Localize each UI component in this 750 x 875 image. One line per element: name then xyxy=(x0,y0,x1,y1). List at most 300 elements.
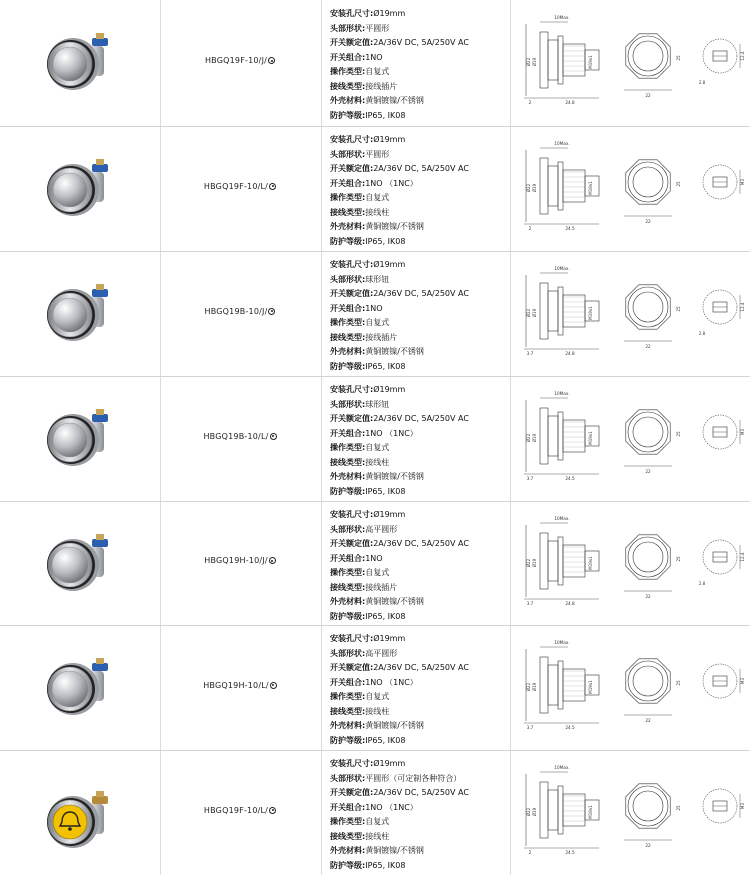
spec-key: 开关额定值: xyxy=(330,414,374,423)
spec-line xyxy=(330,109,469,124)
spec-line xyxy=(330,177,469,192)
yellow-cap xyxy=(53,805,87,839)
spec-value: IP65, IK08 xyxy=(365,860,406,870)
spec-value: 自复式 xyxy=(365,67,390,76)
dimension-width-label: 22 xyxy=(645,594,651,599)
side-view-drawing xyxy=(524,141,599,231)
spec-key: 开关组合: xyxy=(330,303,366,313)
dimension-thread-label: M19x1 xyxy=(588,181,593,195)
spec-value: 球形钮 xyxy=(365,274,390,284)
dimension-left-label: 3.7 xyxy=(526,351,534,356)
spec-line xyxy=(330,331,469,346)
spec-key: 防护等级: xyxy=(330,611,366,621)
dimension-left-label: 3.7 xyxy=(526,725,534,730)
dimension-side-label: 12.4 xyxy=(740,302,745,312)
dimension-width-label: 22 xyxy=(645,219,651,224)
spec-line xyxy=(330,632,469,647)
button-cap xyxy=(53,423,87,457)
spec-value: 1NO xyxy=(365,303,383,313)
dimension-d22-label: Ø22 xyxy=(526,682,531,692)
spec-line xyxy=(330,383,469,398)
dimension-max-label: 10Max. xyxy=(554,516,570,521)
spec-value: Ø19mm xyxy=(373,260,406,269)
spec-value: Ø19mm xyxy=(373,135,406,144)
spec-key: 安装孔尺寸: xyxy=(330,135,374,144)
push-button-switch-image xyxy=(40,14,120,109)
spec-key: 防护等级: xyxy=(330,361,366,371)
spec-key: 开关额定值: xyxy=(330,38,374,47)
dimension-left-label: 2 xyxy=(528,850,532,855)
spec-value: Ø19mm xyxy=(373,385,406,394)
spec-key: 接线类型: xyxy=(330,207,366,217)
spec-line xyxy=(330,844,469,859)
product-row xyxy=(0,750,750,875)
spec-value: 1NO xyxy=(365,52,383,62)
spec-line xyxy=(330,287,469,302)
spec-value: 接线插片 xyxy=(365,81,398,91)
row-divider xyxy=(0,501,750,502)
spec-key: 操作类型: xyxy=(330,568,366,577)
dimension-d19-label: Ø19 xyxy=(532,682,537,692)
push-button-switch-image xyxy=(40,639,120,734)
spec-key: 安装孔尺寸: xyxy=(330,634,374,643)
spec-line xyxy=(330,566,469,581)
spec-value: 1NO （1NC） xyxy=(365,178,418,188)
front-view-drawing xyxy=(624,535,681,599)
product-row xyxy=(0,126,750,251)
spec-line xyxy=(330,470,469,485)
model-number xyxy=(160,56,320,65)
spec-key: 开关组合: xyxy=(330,178,366,188)
spec-line xyxy=(330,690,469,705)
button-cap xyxy=(53,47,87,81)
spec-value: IP65, IK08 xyxy=(365,486,406,496)
model-number-text: HBGQ19H-10/J/ xyxy=(204,556,268,565)
spec-value: 2A/36V DC, 5A/250V AC xyxy=(373,164,469,173)
spec-value: 接线柱 xyxy=(365,457,390,467)
spec-list xyxy=(330,258,469,374)
spec-value: 自复式 xyxy=(365,568,390,577)
spec-line xyxy=(330,427,469,442)
spec-key: 外壳材料: xyxy=(330,721,366,730)
spec-line xyxy=(330,133,469,148)
spec-line xyxy=(330,65,469,80)
spec-key: 防护等级: xyxy=(330,860,366,870)
spec-key: 安装孔尺寸: xyxy=(330,510,374,519)
spec-key: 开关额定值: xyxy=(330,663,374,672)
spec-line xyxy=(330,772,469,787)
spec-key: 开关组合: xyxy=(330,52,366,62)
front-view-drawing xyxy=(624,659,681,723)
spec-value: 自复式 xyxy=(365,692,390,701)
spec-key: 接线类型: xyxy=(330,81,366,91)
dimension-drawing xyxy=(512,136,748,236)
dimension-terminal-label: 2.8 xyxy=(698,80,706,85)
spec-key: 操作类型: xyxy=(330,67,366,76)
spec-key: 外壳材料: xyxy=(330,597,366,606)
spec-key: 安装孔尺寸: xyxy=(330,9,374,18)
spec-line xyxy=(330,595,469,610)
front-view-drawing xyxy=(624,285,681,349)
dimension-width-label: 22 xyxy=(645,469,651,474)
dimension-side-label: M3 xyxy=(740,179,745,185)
model-number xyxy=(160,182,320,191)
spec-line xyxy=(330,552,469,567)
spec-line xyxy=(330,705,469,720)
spec-key: 外壳材料: xyxy=(330,347,366,356)
product-row xyxy=(0,376,750,501)
spec-key: 安装孔尺寸: xyxy=(330,385,374,394)
dimension-d22-label: Ø22 xyxy=(526,558,531,568)
dimension-left-label: 3.7 xyxy=(526,476,534,481)
button-cap xyxy=(52,547,88,583)
dimension-thread-label: M19x1 xyxy=(588,55,593,69)
spec-list xyxy=(330,508,469,624)
led-symbol-icon xyxy=(270,682,277,689)
spec-value: 接线插片 xyxy=(365,582,398,592)
spec-value: 1NO xyxy=(365,553,383,563)
rear-view-drawing xyxy=(703,789,745,823)
spec-line xyxy=(330,581,469,596)
spec-line xyxy=(330,647,469,662)
terminal-pin-icon xyxy=(96,33,104,39)
spec-value: 接线插片 xyxy=(365,332,398,342)
product-photo xyxy=(0,501,160,625)
spec-line xyxy=(330,757,469,772)
row-divider xyxy=(0,251,750,252)
dimension-height-label: 25 xyxy=(676,431,681,437)
spec-list xyxy=(330,757,469,873)
spec-line xyxy=(330,830,469,845)
spec-value: 自复式 xyxy=(365,193,390,202)
terminal-icon xyxy=(92,38,108,46)
dimension-height-label: 25 xyxy=(676,55,681,61)
dimension-length-label: 24.5 xyxy=(565,850,575,855)
side-view-drawing xyxy=(524,15,599,105)
spec-value: Ø19mm xyxy=(373,510,406,519)
product-row xyxy=(0,0,750,126)
dimension-d22-label: Ø22 xyxy=(526,433,531,443)
dimension-max-label: 10Max. xyxy=(554,640,570,645)
spec-line xyxy=(330,537,469,552)
front-view-drawing xyxy=(624,784,681,848)
dimension-d22-label: Ø22 xyxy=(526,183,531,193)
dimension-d22-label: Ø22 xyxy=(526,57,531,67)
dimension-drawings xyxy=(512,760,748,864)
dimension-terminal-label: 2.8 xyxy=(698,581,706,586)
button-cap xyxy=(53,298,87,332)
dimension-side-label: M3 xyxy=(740,429,745,435)
terminal-icon xyxy=(92,663,108,671)
spec-key: 头部形状: xyxy=(330,274,366,284)
spec-key: 操作类型: xyxy=(330,443,366,452)
dimension-length-label: 24.8 xyxy=(565,601,575,606)
spec-value: 黄铜镀镍/不锈钢 xyxy=(365,347,424,356)
terminal-pin-icon xyxy=(96,159,104,165)
spec-key: 开关额定值: xyxy=(330,539,374,548)
row-divider xyxy=(0,750,750,751)
spec-value: 平圆形 xyxy=(365,23,390,33)
spec-key: 接线类型: xyxy=(330,706,366,716)
spec-value: 接线柱 xyxy=(365,831,390,841)
spec-line xyxy=(330,94,469,109)
spec-value: Ø19mm xyxy=(373,9,406,18)
led-symbol-icon xyxy=(268,308,275,315)
dimension-drawing xyxy=(512,760,748,860)
spec-line xyxy=(330,345,469,360)
spec-key: 开关额定值: xyxy=(330,788,374,797)
spec-key: 操作类型: xyxy=(330,193,366,202)
model-number xyxy=(160,681,320,690)
dimension-drawings xyxy=(512,136,748,240)
terminal-icon xyxy=(92,164,108,172)
model-number xyxy=(160,432,320,441)
spec-key: 安装孔尺寸: xyxy=(330,759,374,768)
spec-key: 防护等级: xyxy=(330,486,366,496)
spec-key: 操作类型: xyxy=(330,817,366,826)
dimension-drawings xyxy=(512,386,748,490)
spec-key: 头部形状: xyxy=(330,23,366,33)
dimension-d19-label: Ø19 xyxy=(532,183,537,193)
dimension-thread-label: M19x1 xyxy=(588,306,593,320)
spec-key: 头部形状: xyxy=(330,399,366,409)
spec-line xyxy=(330,148,469,163)
spec-value: 1NO （1NC） xyxy=(365,677,418,687)
dimension-d19-label: Ø19 xyxy=(532,558,537,568)
model-number-text: HBGQ19F-10/L/ xyxy=(203,805,269,815)
rear-view-drawing xyxy=(703,664,745,698)
spec-value: 2A/36V DC, 5A/250V AC xyxy=(373,663,469,672)
dimension-d19-label: Ø19 xyxy=(532,57,537,67)
dimension-max-label: 10Max. xyxy=(554,15,570,20)
spec-list xyxy=(330,383,469,499)
dimension-thread-label: M19x1 xyxy=(588,805,593,819)
dimension-length-label: 24.8 xyxy=(565,100,575,105)
dimension-width-label: 22 xyxy=(645,93,651,98)
spec-line xyxy=(330,815,469,830)
dimension-thread-label: M19x1 xyxy=(588,431,593,445)
spec-line xyxy=(330,22,469,37)
dimension-length-label: 24.5 xyxy=(565,476,575,481)
spec-line xyxy=(330,786,469,801)
spec-line xyxy=(330,859,469,874)
dimension-drawing xyxy=(512,386,748,486)
spec-value: 高平圆形 xyxy=(365,524,398,534)
dimension-terminal-label: 2.8 xyxy=(698,331,706,336)
dimension-drawings xyxy=(512,10,748,114)
side-view-drawing xyxy=(524,391,599,481)
spec-line xyxy=(330,456,469,471)
product-photo xyxy=(0,376,160,501)
product-photo xyxy=(0,750,160,875)
row-divider xyxy=(0,625,750,626)
spec-key: 接线类型: xyxy=(330,332,366,342)
rear-view-drawing xyxy=(703,165,745,199)
spec-value: 黄铜镀镍/不锈钢 xyxy=(365,222,424,231)
front-view-drawing xyxy=(624,34,681,98)
model-number xyxy=(160,307,320,316)
spec-line xyxy=(330,206,469,221)
spec-list xyxy=(330,632,469,748)
spec-line xyxy=(330,191,469,206)
spec-line xyxy=(330,661,469,676)
spec-line xyxy=(330,162,469,177)
spec-value: 自复式 xyxy=(365,817,390,826)
spec-key: 防护等级: xyxy=(330,735,366,745)
dimension-d19-label: Ø19 xyxy=(532,807,537,817)
spec-key: 接线类型: xyxy=(330,831,366,841)
spec-key: 头部形状: xyxy=(330,773,366,783)
led-symbol-icon xyxy=(269,183,276,190)
spec-key: 防护等级: xyxy=(330,236,366,246)
spec-line xyxy=(330,302,469,317)
button-cap xyxy=(53,173,87,207)
dimension-width-label: 22 xyxy=(645,718,651,723)
spec-line xyxy=(330,220,469,235)
dimension-side-label: 12.4 xyxy=(740,51,745,61)
spec-key: 操作类型: xyxy=(330,692,366,701)
led-symbol-icon xyxy=(270,433,277,440)
spec-line xyxy=(330,508,469,523)
dimension-thread-label: M19x1 xyxy=(588,680,593,694)
front-view-drawing xyxy=(624,160,681,224)
product-row xyxy=(0,251,750,376)
spec-line xyxy=(330,51,469,66)
row-divider xyxy=(0,376,750,377)
dimension-left-label: 2 xyxy=(528,226,532,231)
dimension-side-label: 12.4 xyxy=(740,552,745,562)
dimension-height-label: 25 xyxy=(676,556,681,562)
model-number-text: HBGQ19B-10/J/ xyxy=(204,306,268,316)
rear-view-drawing xyxy=(703,415,745,449)
dimension-width-label: 22 xyxy=(645,344,651,349)
button-cap xyxy=(52,671,88,707)
push-button-switch-image xyxy=(40,764,120,859)
dimension-left-label: 2 xyxy=(528,100,532,105)
spec-key: 头部形状: xyxy=(330,648,366,658)
spec-value: IP65, IK08 xyxy=(365,110,406,120)
dimension-height-label: 25 xyxy=(676,181,681,187)
spec-line xyxy=(330,734,469,749)
model-number-text: HBGQ19H-10/L/ xyxy=(203,680,269,690)
spec-key: 头部形状: xyxy=(330,149,366,159)
spec-key: 外壳材料: xyxy=(330,846,366,855)
spec-key: 开关组合: xyxy=(330,428,366,438)
model-number-text: HBGQ19B-10/L/ xyxy=(203,431,269,441)
dimension-length-label: 24.5 xyxy=(565,725,575,730)
spec-list xyxy=(330,7,469,123)
spec-key: 外壳材料: xyxy=(330,472,366,481)
push-button-switch-image xyxy=(40,515,120,610)
dimension-length-label: 24.8 xyxy=(565,351,575,356)
product-row xyxy=(0,501,750,625)
spec-value: IP65, IK08 xyxy=(365,611,406,621)
spec-key: 安装孔尺寸: xyxy=(330,260,374,269)
spec-line xyxy=(330,523,469,538)
terminal-pin-icon xyxy=(96,534,104,540)
spec-key: 接线类型: xyxy=(330,582,366,592)
dimension-width-label: 22 xyxy=(645,843,651,848)
dimension-max-label: 10Max. xyxy=(554,765,570,770)
product-photo xyxy=(0,251,160,376)
spec-value: Ø19mm xyxy=(373,759,406,768)
spec-line xyxy=(330,80,469,95)
spec-key: 开关额定值: xyxy=(330,289,374,298)
front-view-drawing xyxy=(624,410,681,474)
dimension-height-label: 25 xyxy=(676,680,681,686)
model-number-text: HBGQ19F-10/L/ xyxy=(203,181,269,191)
spec-value: 2A/36V DC, 5A/250V AC xyxy=(373,414,469,423)
row-divider xyxy=(0,126,750,127)
spec-line xyxy=(330,676,469,691)
spec-key: 开关额定值: xyxy=(330,164,374,173)
spec-key: 头部形状: xyxy=(330,524,366,534)
push-button-switch-image xyxy=(40,390,120,485)
spec-line xyxy=(330,258,469,273)
spec-value: 2A/36V DC, 5A/250V AC xyxy=(373,289,469,298)
spec-value: IP65, IK08 xyxy=(365,236,406,246)
dimension-side-label: M3 xyxy=(740,678,745,684)
spec-key: 开关组合: xyxy=(330,677,366,687)
dimension-left-label: 3.7 xyxy=(526,601,534,606)
spec-value: 黄铜镀镍/不锈钢 xyxy=(365,597,424,606)
terminal-pin-icon xyxy=(96,284,104,290)
terminal-pin-icon xyxy=(96,409,104,415)
spec-line xyxy=(330,801,469,816)
spec-line xyxy=(330,412,469,427)
dimension-drawing xyxy=(512,635,748,735)
spec-value: 接线柱 xyxy=(365,706,390,716)
dimension-d22-label: Ø22 xyxy=(526,807,531,817)
dimension-height-label: 25 xyxy=(676,306,681,312)
rear-view-drawing xyxy=(699,290,745,336)
push-button-switch-image xyxy=(40,265,120,360)
spec-line xyxy=(330,316,469,331)
terminal-pin-icon xyxy=(96,791,104,797)
spec-line xyxy=(330,7,469,22)
spec-line xyxy=(330,398,469,413)
spec-line xyxy=(330,485,469,500)
spec-value: 平圆形 xyxy=(365,149,390,159)
product-photo xyxy=(0,126,160,251)
dimension-drawing xyxy=(512,511,748,611)
spec-value: Ø19mm xyxy=(373,634,406,643)
dimension-max-label: 10Max. xyxy=(554,266,570,271)
spec-value: 2A/36V DC, 5A/250V AC xyxy=(373,38,469,47)
side-view-drawing xyxy=(524,266,599,356)
spec-value: 高平圆形 xyxy=(365,648,398,658)
product-photo xyxy=(0,0,160,126)
model-number-text: HBGQ19F-10/J/ xyxy=(204,56,268,65)
spec-value: 自复式 xyxy=(365,443,390,452)
spec-value: 2A/36V DC, 5A/250V AC xyxy=(373,539,469,548)
terminal-icon xyxy=(92,414,108,422)
rear-view-drawing xyxy=(699,540,745,586)
dimension-drawings xyxy=(512,511,748,615)
product-photo xyxy=(0,625,160,750)
dimension-d19-label: Ø19 xyxy=(532,308,537,318)
led-symbol-icon xyxy=(269,557,276,564)
spec-line xyxy=(330,235,469,250)
spec-line xyxy=(330,441,469,456)
spec-list xyxy=(330,133,469,249)
dimension-max-label: 10Max. xyxy=(554,141,570,146)
spec-value: 1NO （1NC） xyxy=(365,428,418,438)
push-button-switch-image xyxy=(40,140,120,235)
spec-value: 黄铜镀镍/不锈钢 xyxy=(365,96,424,105)
spec-line xyxy=(330,719,469,734)
spec-line xyxy=(330,360,469,375)
